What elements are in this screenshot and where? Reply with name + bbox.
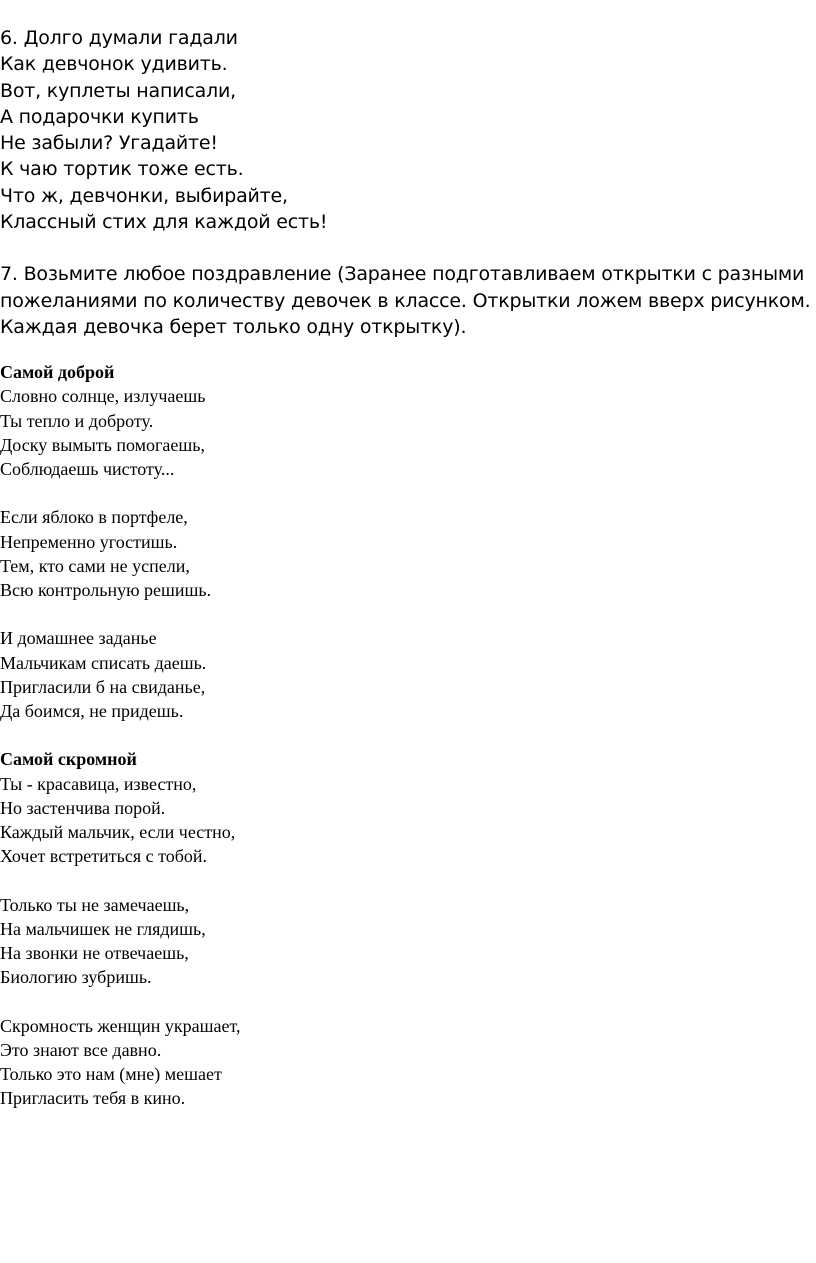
poem-line: На мальчишек не глядишь, — [0, 918, 206, 939]
poem-line: Тем, кто сами не успели, — [0, 555, 190, 576]
instruction-7 — [0, 261, 816, 340]
poem-line: Соблюдаешь чистоту... — [0, 459, 175, 480]
poem-line: Словно солнце, излучаешь — [0, 386, 206, 407]
poem-line: Каждый мальчик, если честно, — [0, 822, 236, 843]
poem-line: Ты тепло и доброту. — [0, 410, 154, 431]
poem-line: Если яблоко в портфеле, — [0, 507, 188, 528]
instruction-line: Каждая девочка берет только одну открытку). — [0, 315, 467, 338]
poem-line: Всю контрольную решишь. — [0, 580, 212, 601]
poem-line: Пригласить тебя в кино. — [0, 1088, 186, 1109]
section-heading: Самой доброй — [0, 362, 115, 383]
poem-line: Биологию зубришь. — [0, 967, 152, 988]
poem-line: Что ж, девчонки, выбирайте, — [0, 184, 288, 207]
poem-line: Ты - красавица, известно, — [0, 773, 197, 794]
poem-line: Только ты не замечаешь, — [0, 894, 190, 915]
poem-line: Непременно угостишь. — [0, 531, 178, 552]
poem-line: 6. Долго думали гадали — [0, 27, 238, 49]
poem-line: Не забыли? Угадайте! — [0, 132, 218, 155]
poem-line: Пригласили б на свиданье, — [0, 676, 206, 697]
poem-kindest — [0, 360, 816, 747]
poem-line: Вот, куплеты написали, — [0, 79, 236, 102]
instruction-line: пожеланиями по количеству девочек в классе. Открытки ложем вверх рисунком. — [0, 289, 811, 312]
poem-line: Хочет встретиться с тобой. — [0, 846, 208, 867]
poem-line: Но застенчива порой. — [0, 797, 166, 818]
document-page — [0, 25, 816, 1110]
poem-line: Это знают все давно. — [0, 1039, 162, 1060]
poem-line: И домашнее заданье — [0, 628, 157, 649]
poem-modest — [0, 747, 816, 1110]
poem-line: А подарочки купить — [0, 105, 199, 128]
instruction-line: 7. Возьмите любое поздравление (Заранее подготавливаем открытки с разными — [0, 263, 805, 286]
poem-line: К чаю тортик тоже есть. — [0, 158, 244, 181]
poem-line: Доску вымыть помогаешь, — [0, 434, 205, 455]
poem-line: Мальчикам списать даешь. — [0, 652, 207, 673]
poem-line: На звонки не отвечаешь, — [0, 943, 189, 964]
poem-line: Скромность женщин украшает, — [0, 1015, 241, 1036]
section-heading: Самой скромной — [0, 749, 137, 770]
poem-line: Да боимся, не придешь. — [0, 701, 184, 722]
poem-6 — [0, 25, 816, 235]
poem-line: Только это нам (мне) мешает — [0, 1064, 222, 1085]
poem-line: Как девчонок удивить. — [0, 53, 228, 76]
poem-line: Классный стих для каждой есть! — [0, 211, 328, 234]
